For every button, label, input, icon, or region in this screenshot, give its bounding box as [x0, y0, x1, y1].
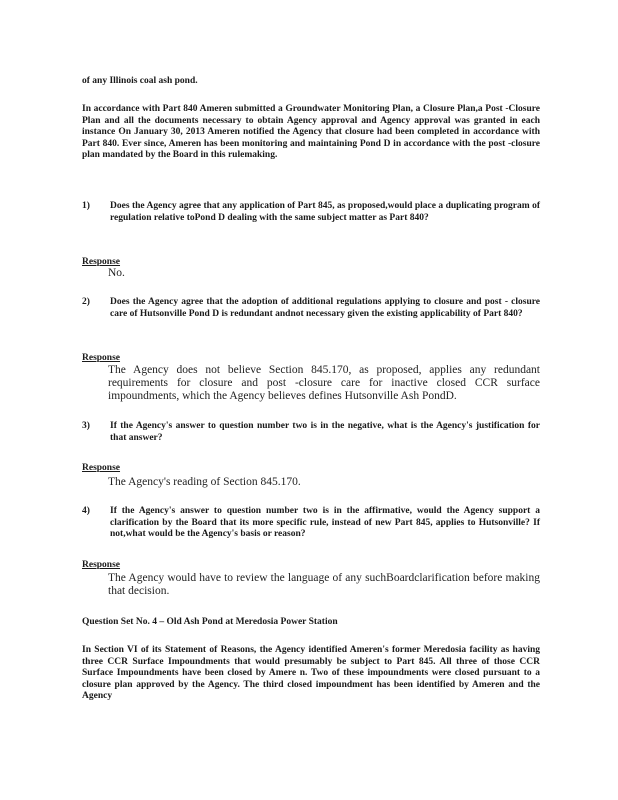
response-text: The Agency does not believe Section 845.170, as proposed, applies any redundant requirements for closure and post -closure care for inactive closed CCR surface impoundments, which the Agency believes defines Hutsonville Ash PondD. — [108, 364, 540, 402]
response-text: The Agency would have to review the language of any suchBoardclarification before making that decision. — [108, 572, 540, 597]
question-number: 1) — [82, 201, 90, 211]
response-label: Response — [82, 560, 121, 570]
question-number: 4) — [82, 506, 90, 516]
question-text: Does the Agency agree that the adoption of additional regulations applying to closure and post - closure care of Hutsonville Pond D is redundant andnot necessary given the existing applicability of Part 840? — [110, 297, 540, 319]
response-label: Response — [82, 257, 121, 267]
question-text: Does the Agency agree that any application of Part 845, as proposed,would place a duplicating program of regulation relative toPond D dealing with the same subject matter as Part 840? — [110, 201, 540, 223]
response-label: Response — [82, 463, 121, 473]
response-label: Response — [82, 353, 121, 363]
question-number: 2) — [82, 297, 90, 307]
intro-paragraph: In accordance with Part 840 Ameren submitted a Groundwater Monitoring Plan, a Closure Plan,a Post -Closure Plan and all the documents necessary to obtain Agency approval and Agency approval was granted in each instance On January 30, 2013 Ameren notified the Agency that closure had been completed in accordance with Part 840. Ever since, Ameren has been monitoring and maintaining Pond D in accordance with the post -closure plan mandated by the Board in this rulemaking. — [82, 104, 540, 160]
question-text: If the Agency's answer to question number two is in the negative, what is the Agency's justification for that answer? — [110, 421, 540, 443]
section-heading: Question Set No. 4 – Old Ash Pond at Meredosia Power Station — [82, 617, 338, 627]
continuation-line: of any Illinois coal ash pond. — [82, 76, 198, 86]
question-text: If the Agency's answer to question number two is in the affirmative, would the Agency support a clarification by the Board that its more specific rule, instead of new Part 845, applies to Hutsonville? If not,what would be the Agency's basis or reason? — [110, 506, 540, 539]
response-text: The Agency's reading of Section 845.170. — [108, 476, 301, 488]
response-text: No. — [108, 267, 125, 279]
final-paragraph: In Section VI of its Statement of Reasons, the Agency identified Ameren's former Meredosia facility as having three CCR Surface Impoundments that would presumably be subject to Part 845. All three of those CCR Surface Impoundments have been closed by Amere n. Two of these impoundments were closed pursuant to a closure plan approved by the Agency. The third closed impoundment has been identified by Ameren and the Agency — [82, 645, 540, 701]
question-number: 3) — [82, 421, 90, 431]
